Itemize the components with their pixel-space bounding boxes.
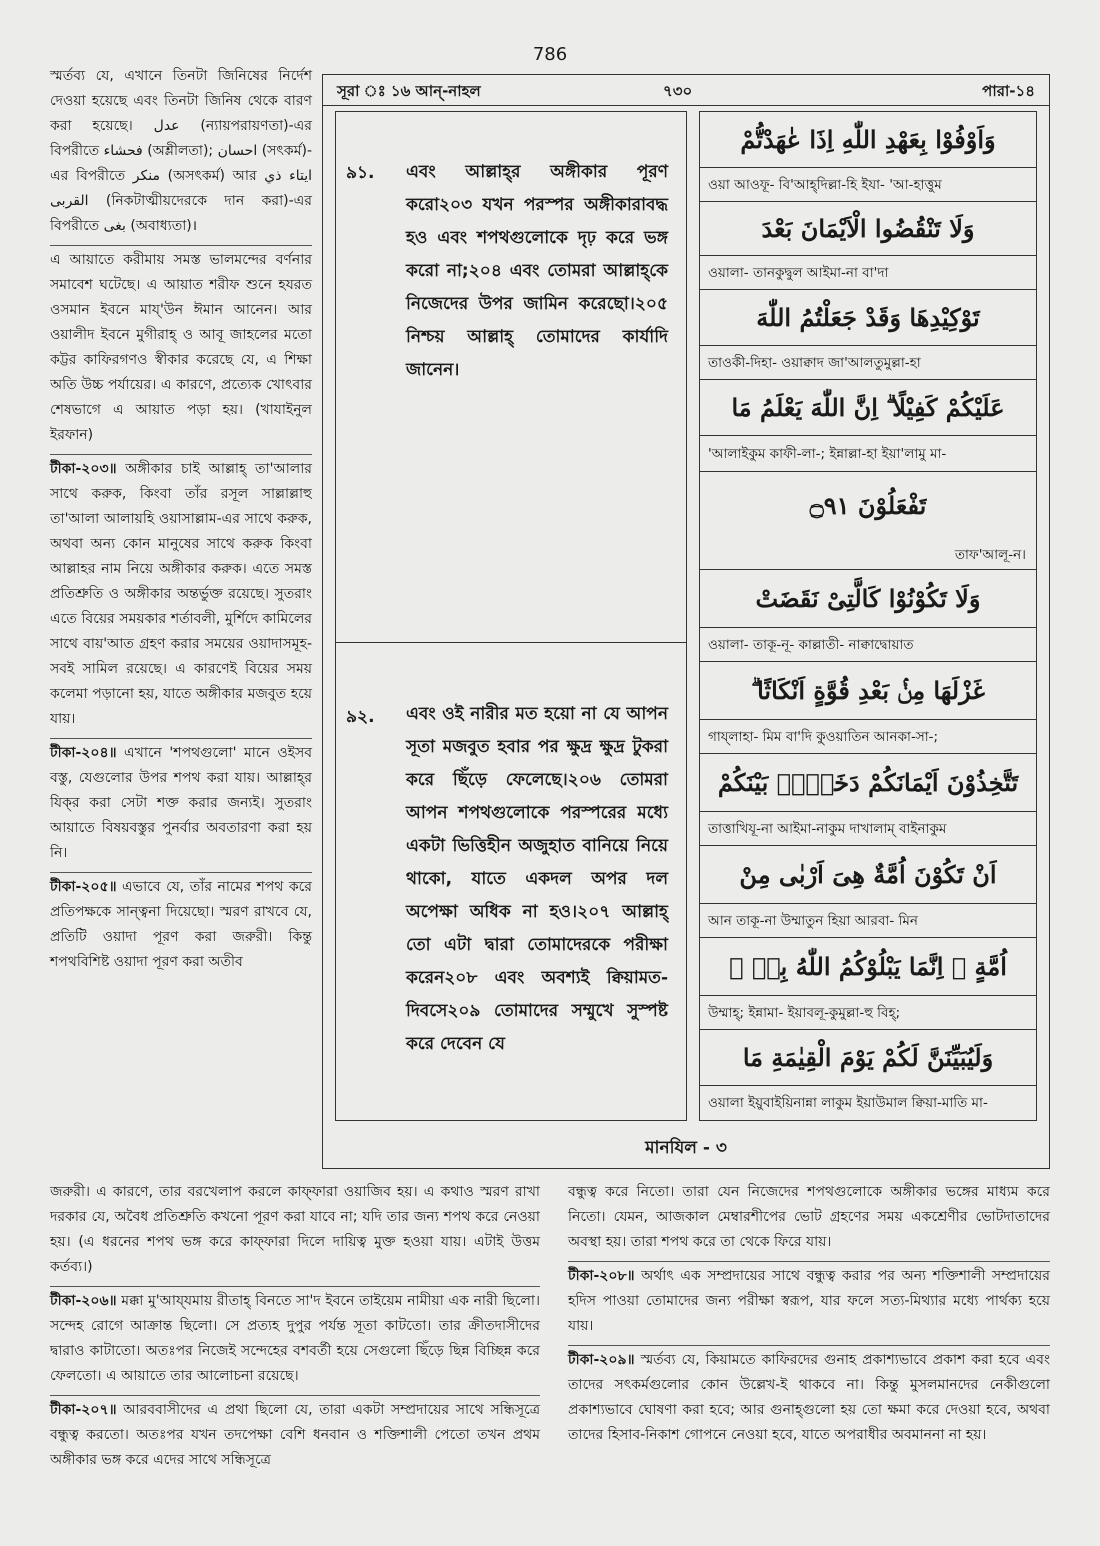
footnote-209 xyxy=(568,1345,1050,1448)
footnote-continuation: জরুরী। এ কারণে, তার বরখেলাপ করলে কাফ্‌ফারা ওয়াজিব হয়। এ কথাও স্মরণ রাখা দরকার যে, অবৈধ প্রতিশ্রুতি কখনো পূরণ করা যাবে না; যদি তার জন্য শপথ করে নেওয়া হয়। (এ ধরনের শপথ ভঙ্গ করে কাফ্‌ফারা দিলে দায়িত্ব মুক্ত হওয়া যায়। এটাই উত্তম কর্তব্য।) xyxy=(50,1184,540,1275)
verse-translation: এবং আল্লাহ্‌র অঙ্গীকার পূরণ করো২০৩ যখন পরস্পর অঙ্গীকারাবদ্ধ হও এবং শপথগুলোকে দৃঢ় করে ভঙ্গ করো না;২০৪ এবং তোমরা আল্লাহ্‌কে নিজেদের উপর জামিন করেছো।২০৫ নিশ্চয় আল্লাহ্‌ তোমাদের কার্যাদি জানেন। xyxy=(406,162,668,380)
arabic-line: اُمَّةٍ ۗ اِنَّمَا يَبْلُوْكُمُ اللّٰهُ بِهٖ ۗ xyxy=(700,938,1036,996)
footnote-205 xyxy=(50,872,312,975)
transliteration-line: ওয়ালা- তানকুদ্বুল আইমা-না বা'দা xyxy=(700,256,1036,290)
footnote-text: মক্কা মু'আয্‌যমায় রীতাহ্‌ বিনতে সা'দ ইবনে তাইয়েম নামীয়া এক নারী ছিলো। সন্দেহ রোগে আক্রান্ত ছিলো। সে প্রত্যহ দুপুর পর্যন্ত সূতা কাটতো। তার ক্রীতদাসীদের দ্বারাও কাটাতো। অতঃপর নিজেই সন্দেহের বশবর্তী হয়ে সেগুলো ছিঁড়ে ছিন্ন বিচ্ছিন্ন করে ফেলতো। এ আয়াতে তার আলোচনা রয়েছে। xyxy=(50,1293,540,1384)
footnote-208 xyxy=(568,1261,1050,1339)
verse-92-block xyxy=(336,642,686,1120)
footnote-203 xyxy=(50,454,312,732)
footnote-text: এখানে 'শপথগুলো' মানে ওইসব বস্তু, যেগুলোর উপর শপথ করা যায়। আল্লাহ্‌র যিক্‌র করা সেটা শক্ত করার জন্যই। সুতরাং আয়াতে বিষয়বস্তুর পুনর্বার অবতারণা করা হয় নি। xyxy=(50,745,312,861)
transliteration-line: 'আলাইকুম কাফী-লা-; ইন্নাল্লা-হা ইয়া'লামু মা- xyxy=(700,436,1036,472)
transliteration-line: আন তাকূ-না উম্মাতুন হিয়া আরবা- মিন xyxy=(700,904,1036,938)
arabic-line: تَتَّخِذُوْنَ اَيْمَانَكُمْ دَخَلًاۢ بَيْنَكُمْ xyxy=(700,754,1036,812)
arabic-column xyxy=(699,111,1037,1121)
transliteration-line: তাত্তাখিযূ-না আইমা-নাকুম দাখালাম্‌ বাইনাকুম xyxy=(700,812,1036,846)
footnote-label: টীকা-২০৩॥ xyxy=(50,461,117,477)
transliteration-line: ওয়ালা- তাকূ-নূ- কাল্লাতী- নাক্বাদ্বোয়াত xyxy=(700,628,1036,662)
footnote-text: এভাবে যে, তাঁর নামের শপথ করে প্রতিপক্ষকে সান্ত্বনা দিয়েছো। স্মরণ রাখবে যে, প্রতিটি ওয়াদা পূরণ করা জরুরী। কিন্তু শপথবিশিষ্ট ওয়াদা পূরণ করা অতীব xyxy=(50,879,312,970)
footnote-text: অর্থাৎ এক সম্প্রদায়ের সাথে বন্ধুত্ব করার পর অন্য শক্তিশালী সম্প্রদায়ের হদিস পাওয়া তোমাদের জন্য পরীক্ষা স্বরূপ, যার ফলে সত্য-মিথ্যার মধ্যে পার্থক্য হয়ে যায়। xyxy=(568,1268,1050,1334)
arabic-line: وَلَا تَكُوْنُوْا كَالَّتِىْ نَقَضَتْ xyxy=(700,570,1036,628)
footnote-text: স্মর্তব্য যে, কিয়ামতে কাফিরদের গুনাহ প্রকাশ্যভাবে প্রকাশ করা হবে এবং তাদের সৎকর্মগুলোর কোন উল্লেখ-ই থাকবে না। কিন্তু মুসলমানদের নেকীগুলো প্রকাশ্যভাবে ঘোষণা করা হবে; আর গুনাহ্‌গুলো হয় তো ক্ষমা করে দেওয়া হবে, অথবা তাদের হিসাব-নিকাশ গোপনে নেওয়া হবে, যাতে অপরাধীর অবমাননা না হয়। xyxy=(568,1352,1050,1443)
footnote-text: অঙ্গীকার চাই আল্লাহ্‌ তা'আলার সাথে করুক, কিংবা তাঁর রসূল সাল্লাল্লাহু তা'আলা আলায়হি ওয়াসাল্লাম-এর সাথে করুক, অথবা অন্য কোন মানুষের সাথে করুক কিংবা আল্লাহর নাম নিয়ে অঙ্গীকার করুক। এতে সমস্ত প্রতিশ্রুতি ও অঙ্গীকার অন্তর্ভুক্ত রয়েছে। সুতরাং এতে বিয়ের সময়কার শর্তাবলী, মুর্শিদে কামিলের সাথে বায়'আত গ্রহণ করার সময়ের ওয়াদাসমূহ- সবই সামিল রয়েছে। এ কারণেই বিয়ের সময় কলেমা পড়ানো হয়, যাতে অঙ্গীকার মজবুত হয়ে যায়। xyxy=(50,461,312,727)
arabic-line: تَفْعَلُوْنَ ۝٩١ xyxy=(809,491,927,520)
footnote-label: টীকা-২০৯॥ xyxy=(568,1352,635,1368)
arabic-line: وَلَا تَنْقُضُوا الْاَيْمَانَ بَعْدَ xyxy=(700,202,1036,256)
frame-header xyxy=(323,75,1049,106)
footnote-label: টীকা-২০৬॥ xyxy=(50,1293,117,1309)
footnote-continuation: বন্ধুত্ব করে নিতো। তারা যেন নিজেদের শপথগুলোকে অঙ্গীকার ভঙ্গের মাধ্যম করে নিতো। যেমন, আজকাল মেম্বারশীপের ভোট গ্রহণের সময় একশ্রেণীর ভোটদাতাদের অবস্থা হয়। তারা শপথ করে তা থেকে ফিরে যায়। xyxy=(568,1184,1050,1250)
arabic-line: غَزْلَهَا مِنْۢ بَعْدِ قُوَّةٍ اَنْكَاثًا ۗ xyxy=(700,662,1036,720)
verse-number: ৯২. xyxy=(346,707,375,727)
quran-page-number: ৭৩০ xyxy=(663,82,693,100)
verse-frame xyxy=(322,74,1050,1169)
arabic-line: وَاَوْفُوْا بِعَهْدِ اللّٰهِ اِذَا عٰهَدْتُّمْ xyxy=(700,112,1036,168)
footnote-text: আরববাসীদের এ প্রথা ছিলো যে, তারা একটা সম্প্রদায়ের সাথে সন্ধিসূত্রে বন্ধুত্ব করতো। অতঃপর যখন তদপেক্ষা বেশি ধনবান ও শক্তিশালী পেতো তখন প্রথম অঙ্গীকার ভঙ্গ করে এদের সাথে সন্ধিসূত্রে xyxy=(50,1402,540,1468)
footnote-206 xyxy=(50,1286,540,1389)
translation-column xyxy=(335,111,687,1121)
commentary-paragraph: এ আয়াতে করীমায় সমস্ত ভালমন্দের বর্ণনার সমাবেশ ঘটেছে। এ আয়াত শরীফ শুনে হযরত ওসমান ইবনে মায্‌'উন ঈমান আনেন। আর ওয়ালীদ ইবনে মুগীরাহ্‌ ও আবূ জাহলের মতো কট্টর কাফিরগণও স্বীকার করেছে যে, এ শিক্ষা অতি উচ্চ পর্যায়ের। এ কারণে, প্রত্যেক খোৎবার শেষভাগে এ আয়াত পড়া হয়। (খাযাইনুল ইরফান) xyxy=(50,245,312,448)
surah-title: সূরা ঃ ১৬ আন্‌-নাহল xyxy=(337,82,481,100)
arabic-line: وَلَيُبَيِّنَنَّ لَكُمْ يَوْمَ الْقِيٰمَةِ مَا xyxy=(700,1030,1036,1086)
manzil-footer: মানযিল - ৩ xyxy=(645,1138,727,1158)
commentary-intro: স্মর্তব্য যে, এখানে তিনটা জিনিষের নির্দেশ দেওয়া হয়েছে এবং তিনটা জিনিষ থেকে বারণ করা হয়েছে। عدل (ন্যায়পরায়ণতা)-এর বিপরীতে فحشاء (অশ্লীলতা); احسان (সৎকর্ম)-এর বিপরীতে منكر (অসৎকর্ম) আর ايتاء ذي القربى (নিকটাত্মীয়দেরকে দান করা)-এর বিপরীতে بغى (অবাধ্যতা)। xyxy=(50,68,312,234)
transliteration-line: উম্মাহ্‌; ইন্নামা- ইয়াবলূ-কুমুল্লা-হু বিহ্‌; xyxy=(700,996,1036,1030)
arabic-line: اَنْ تَكُوْنَ اُمَّةٌ هِىَ اَرْبٰى مِنْ xyxy=(700,846,1036,904)
footnote-label: টীকা-২০৭॥ xyxy=(50,1402,117,1418)
para-label: পারা-১৪ xyxy=(982,82,1035,100)
arabic-line: عَلَيْكُمْ كَفِيْلًا ۗ اِنَّ اللّٰهَ يَعْلَمُ مَا xyxy=(700,380,1036,436)
arabic-line: تَوْكِيْدِهَا وَقَدْ جَعَلْتُمُ اللّٰهَ xyxy=(700,290,1036,346)
bottom-right-column xyxy=(568,1180,1050,1454)
footnote-label: টীকা-২০৮॥ xyxy=(568,1268,635,1284)
footnote-207 xyxy=(50,1395,540,1473)
bottom-left-column xyxy=(50,1180,540,1479)
left-commentary-column xyxy=(50,64,312,981)
footnote-204 xyxy=(50,738,312,866)
transliteration-line: তাফ'আলূ-ন। xyxy=(700,540,1036,570)
verse-number: ৯১. xyxy=(346,163,375,183)
footnote-label: টীকা-২০৪॥ xyxy=(50,745,117,761)
verse-translation: এবং ওই নারীর মত হয়ো না যে আপন সূতা মজবুত হবার পর ক্ষুদ্র ক্ষুদ্র টুকরা করে ছিঁড়ে ফেলেছে।২০৬ তোমরা আপন শপথগুলোকে পরস্পরের মধ্যে একটা ভিত্তিহীন অজুহাত বানিয়ে নিয়ে থাকো, যাতে একদল অপর দল অপেক্ষা অধিক না হও।২০৭ আল্লাহ্‌ তো এটা দ্বারা তোমাদেরকে পরীক্ষা করেন২০৮ এবং অবশ্যই ক্বিয়ামত-দিবসে২০৯ তোমাদের সম্মুখে সুস্পষ্ট করে দেবেন যে xyxy=(406,704,668,1054)
page-number: 786 xyxy=(532,44,568,65)
footnote-label: টীকা-২০৫॥ xyxy=(50,879,117,895)
transliteration-line: ওয়া আওফূ- বি'আহ্‌দিল্লা-হি ইযা- 'আ-হাত্তুম xyxy=(700,168,1036,202)
verse-91-block xyxy=(336,112,686,643)
transliteration-line: তাওকী-দিহা- ওয়াক্বাদ জা'আলতুমুল্লা-হা xyxy=(700,346,1036,380)
transliteration-line: ওয়ালা ইয়ুবাইয়িনান্না লাকুম ইয়াউমাল ক্বিয়া-মাতি মা- xyxy=(708,1095,988,1111)
transliteration-line: গায্‌লাহা- মিম বা'দি কু্ওয়াতিন আনকা-সা-; xyxy=(700,720,1036,754)
